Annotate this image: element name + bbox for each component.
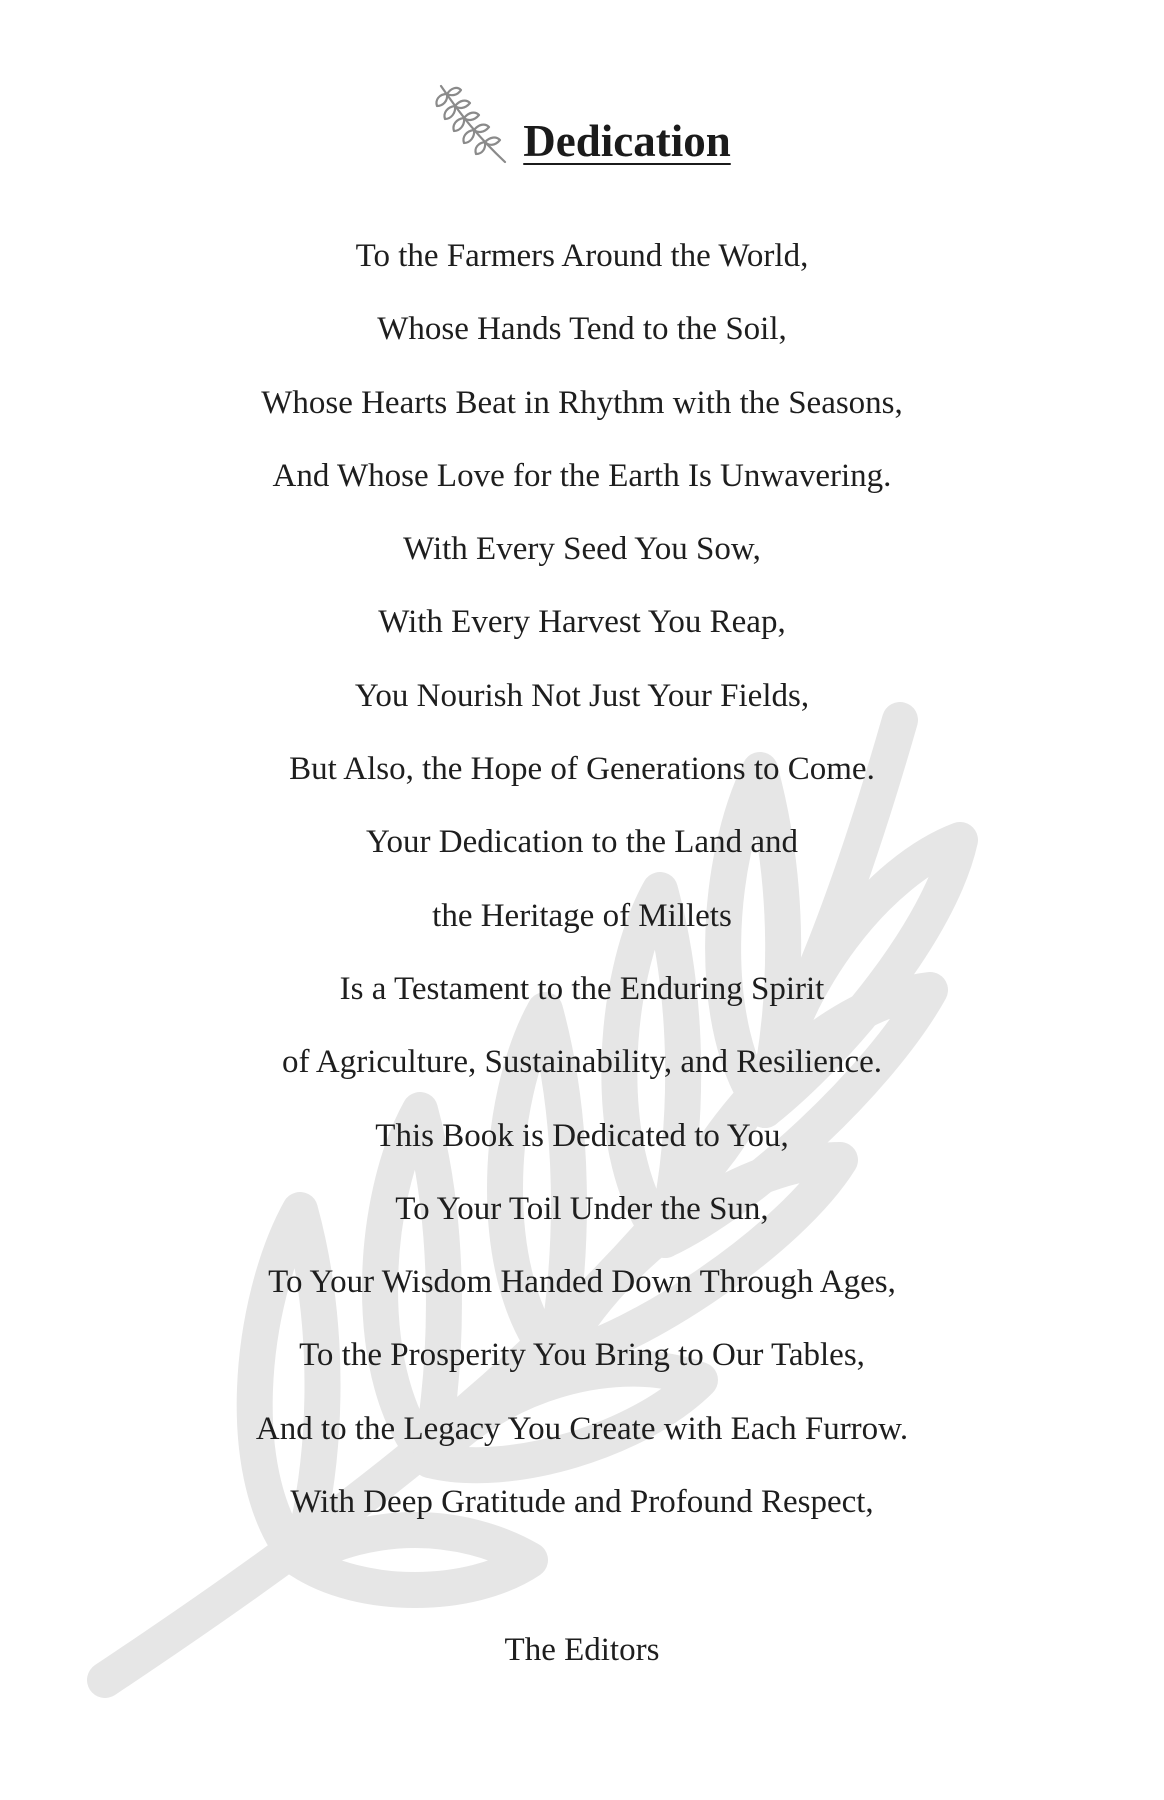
wheat-sprig-icon	[433, 80, 513, 170]
verse-line: Your Dedication to the Land and	[366, 824, 798, 861]
signature: The Editors	[504, 1632, 660, 1668]
verse-line: To the Farmers Around the World,	[355, 238, 809, 274]
verse-line: the Heritage of Millets	[432, 897, 732, 934]
verse-line: Whose Hearts Beat in Rhythm with the Seasons,	[261, 384, 903, 421]
verse-line: of Agriculture, Sustainability, and Resilience.	[282, 1044, 882, 1081]
verse-line: You Nourish Not Just Your Fields,	[354, 677, 810, 714]
verse-line: To the Prosperity You Bring to Our Tables,	[299, 1337, 865, 1374]
page-heading	[0, 80, 1164, 164]
verse-line: Is a Testament to the Enduring Spirit	[339, 970, 825, 1007]
verse-line: To Your Toil Under the Sun,	[395, 1190, 769, 1227]
verse-line: To Your Wisdom Handed Down Through Ages,	[268, 1264, 896, 1301]
verse-line: This Book is Dedicated to You,	[375, 1117, 789, 1154]
verse-line: But Also, the Hope of Generations to Come.	[289, 751, 875, 788]
verse-line: With Every Harvest You Reap,	[378, 604, 786, 641]
verse-line: Whose Hands Tend to the Soil,	[377, 311, 787, 348]
page-title: Dedication	[523, 116, 731, 166]
verse-line: With Deep Gratitude and Profound Respect,	[290, 1484, 874, 1521]
verse-line: And to the Legacy You Create with Each Furrow.	[255, 1410, 909, 1447]
verse-line: And Whose Love for the Earth Is Unwavering.	[272, 457, 892, 494]
verse-line: With Every Seed You Sow,	[403, 531, 761, 568]
dedication-verse	[0, 236, 1164, 1555]
